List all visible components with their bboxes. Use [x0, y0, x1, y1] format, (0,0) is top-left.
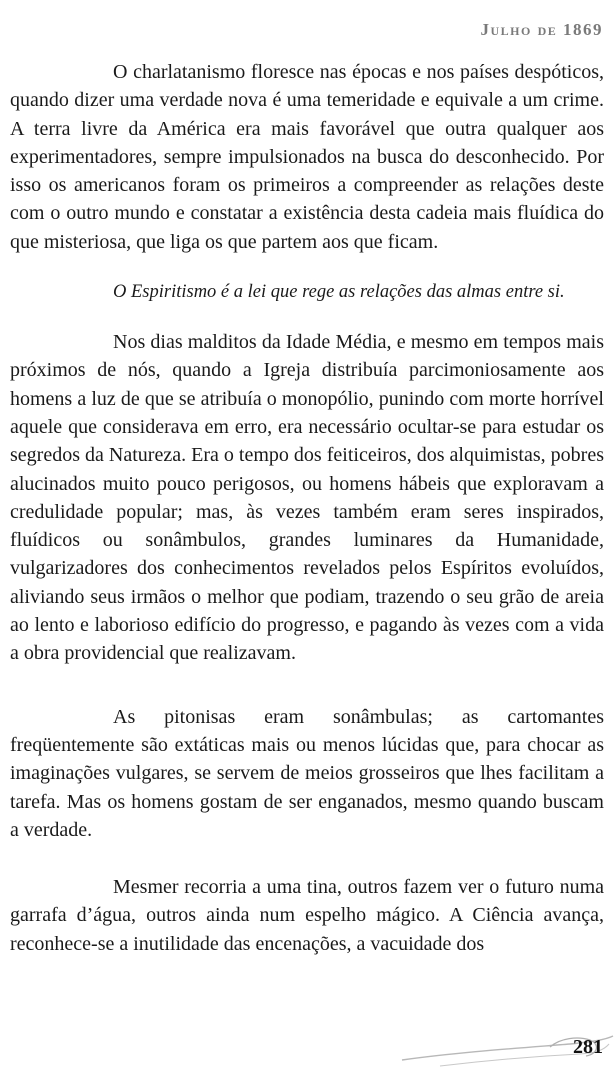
paragraph: Mesmer recorria a uma tina, outros fazem ver o futuro numa garrafa d’água, outros ainda num espelho mágico. A Ciência avança, reconhece-se a inutilidade das encenações, a vacuidade dos — [10, 876, 604, 955]
page-number: 281 — [573, 1036, 603, 1058]
page-body — [10, 58, 604, 958]
paragraph: Nos dias malditos da Idade Média, e mesmo em tempos mais próximos de nós, quando a Igreja distribuía parcimoniosamente aos homens a luz de que se atribuía o monopólio, punindo com morte horrível aquele que considerava em erro, era necessário ocultar-se para estudar os segredos da Natureza. Era o tempo dos feiticeiros, dos alquimistas, pobres alucinados muito pouco perigosos, ou homens hábeis que exploravam a credulidade popular; mas, às vezes também eram seres inspirados, fluídicos ou sonâmbulos, grandes luminares da Humanidade, vulgarizadores dos conhecimentos revelados pelos Espíritos evoluídos, aliviando seus irmãos o melhor que podiam, trazendo o seu grão de areia ao lento e laborioso edifício do progresso, e pagando às vezes com a vida a obra providencial que realizavam. — [10, 331, 604, 665]
paragraph: O charlatanismo floresce nas épocas e nos países despóticos, quando dizer uma verdade nova é uma temeridade e equivale a um crime. A terra livre da América era mais favorável que outra qualquer aos experimentadores, sempre impulsionados na busca do desconhecido. Por isso os americanos foram os primeiros a compreender as relações deste com o outro mundo e constatar a existência desta cadeia mais fluídica do que misteriosa, que liga os que partem aos que ficam. — [10, 61, 604, 253]
running-header: Julho de 1869 — [480, 20, 603, 39]
paragraph: As pitonisas eram sonâmbulas; as cartomantes freqüentemente são extáticas mais ou menos lúcidas que, para chocar as imaginações vulgares, se servem de meios grosseiros que lhes facilitam a tarefa. Mas os homens gostam de ser enganados, mesmo quando buscam a verdade. — [10, 705, 604, 841]
italic-quote: O Espiritismo é a lei que rege as relações das almas entre si. — [113, 282, 565, 303]
